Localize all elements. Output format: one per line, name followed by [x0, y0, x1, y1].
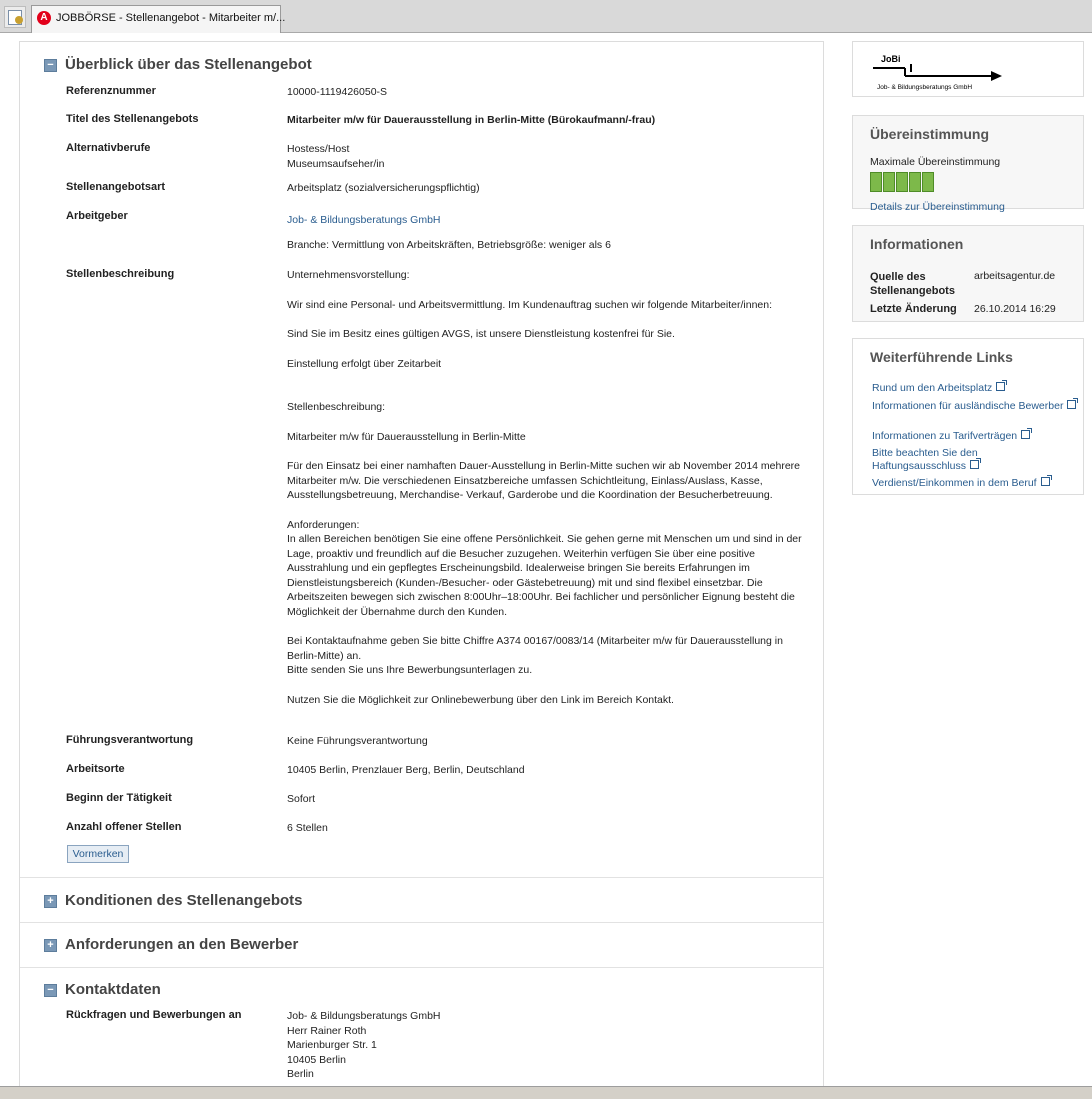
arbeitsagentur-logo-icon: A — [37, 11, 51, 25]
contact-line: 10405 Berlin — [287, 1053, 346, 1066]
description-paragraph: Für den Einsatz bei einer namhaften Dauer-Ausstellung in Berlin-Mitte suchen wir ab November 2014 mehrere Mitarbeiter m/w. Die verschiedenen Einsatzbereiche umfassen Schichtleitung, Einlass/Auslass, Kasse, Ausstellungsbetreuung, Merchandise- Verkauf, Garderobe und die Koordination der Besucherbetreuung. — [287, 460, 801, 501]
page-viewport — [0, 33, 1092, 1086]
job-detail-panel — [19, 41, 824, 1086]
section-divider — [20, 922, 823, 923]
employer-logo — [871, 46, 1011, 94]
link-text[interactable]: Informationen zu Tarifverträgen — [872, 430, 1018, 442]
page-icon-tab[interactable] — [4, 6, 26, 28]
contact-line: Marienburger Str. 1 — [287, 1039, 377, 1051]
collapse-icon[interactable]: − — [44, 59, 57, 72]
match-title: Übereinstimmung — [870, 126, 990, 142]
browser-tab-bar — [0, 0, 1092, 33]
match-segment — [909, 172, 921, 192]
expand-icon[interactable]: + — [44, 895, 57, 908]
ext-link-verdienst[interactable] — [872, 477, 1077, 490]
detail-value: 10000-1119426050-S — [287, 86, 388, 98]
detail-label: Referenznummer — [66, 85, 156, 97]
changed-label: Letzte Änderung — [870, 303, 957, 315]
browser-tab[interactable] — [31, 5, 286, 33]
collapse-icon[interactable]: − — [44, 984, 57, 997]
employer-logo-box — [852, 41, 1084, 97]
detail-label: Anzahl offener Stellen — [66, 821, 182, 833]
description-paragraph: Unternehmensvorstellung: — [287, 269, 410, 281]
detail-label: Stellenbeschreibung — [66, 268, 175, 280]
bookmark-button[interactable]: Vormerken — [67, 845, 129, 863]
match-segment — [883, 172, 895, 192]
links-title: Weiterführende Links — [870, 349, 1013, 365]
external-link-icon — [970, 460, 979, 469]
detail-label: Beginn der Tätigkeit — [66, 792, 172, 804]
section-title[interactable]: Konditionen des Stellenangebots — [65, 892, 303, 909]
match-details-link[interactable]: Details zur Übereinstimmung — [870, 201, 1005, 213]
info-title: Informationen — [870, 236, 964, 252]
description-paragraph: Stellenbeschreibung: — [287, 401, 386, 413]
alt-job: Hostess/Host — [287, 143, 350, 155]
detail-value — [287, 210, 802, 252]
link-text[interactable]: Rund um den Arbeitsplatz — [872, 382, 993, 394]
match-box — [852, 115, 1084, 213]
external-link-icon — [1067, 400, 1076, 409]
detail-label: Stellenangebotsart — [66, 181, 166, 193]
ext-link-arbeitsplatz[interactable] — [872, 382, 1077, 395]
detail-value: 10405 Berlin, Prenzlauer Berg, Berlin, Deutschland — [287, 764, 525, 776]
match-segment — [896, 172, 908, 192]
external-link-icon — [1041, 477, 1050, 486]
match-segment — [922, 172, 934, 192]
ext-link-haftungsausschluss[interactable] — [872, 447, 992, 473]
match-segment — [870, 172, 882, 192]
browser-status-bar — [0, 1086, 1092, 1099]
ext-link-auslaendische-bewerber[interactable] — [872, 400, 1077, 413]
job-description — [287, 268, 802, 707]
job-title-value: Mitarbeiter m/w für Dauerausstellung in Berlin-Mitte (Bürokaufmann/-frau) — [287, 114, 656, 126]
gear-icon — [15, 16, 23, 24]
changed-value: 26.10.2014 16:29 — [974, 303, 1056, 315]
external-link-icon — [996, 382, 1005, 391]
employer-link[interactable]: Job- & Bildungsberatungs GmbH — [287, 214, 441, 226]
external-link-icon — [1021, 430, 1030, 439]
employer-branche: Branche: Vermittlung von Arbeitskräften, Betriebsgröße: weniger als 6 — [287, 238, 611, 251]
logo-text-bottom: Job- & Bildungsberatungs GmbH — [877, 84, 973, 91]
detail-label: Arbeitgeber — [66, 210, 128, 222]
source-label: Quelle des Stellenangebots — [870, 271, 955, 297]
detail-label: Alternativberufe — [66, 142, 151, 154]
contact-address — [287, 1009, 802, 1082]
description-paragraph: Nutzen Sie die Möglichkeit zur Onlinebewerbung über den Link im Bereich Kontakt. — [287, 693, 674, 706]
logo-text-top: JoBi — [881, 54, 901, 64]
detail-value: 6 Stellen — [287, 822, 328, 834]
tab-title: JOBBÖRSE - Stellenangebot - Mitarbeiter m/... — [56, 12, 286, 24]
detail-label: Rückfragen und Bewerbungen an — [66, 1009, 242, 1021]
detail-label: Arbeitsorte — [66, 763, 125, 775]
contact-line: Berlin — [287, 1068, 314, 1080]
description-paragraph: Wir sind eine Personal- und Arbeitsvermittlung. Im Kundenauftrag suchen wir folgende Mitarbeiter/innen: — [287, 298, 773, 311]
match-label: Maximale Übereinstimmung — [870, 156, 1001, 168]
section-divider — [20, 967, 823, 968]
description-paragraph: Mitarbeiter m/w für Dauerausstellung in Berlin-Mitte — [287, 430, 526, 443]
description-paragraph: Bei Kontaktaufnahme geben Sie bitte Chiffre A374 00167/0083/14 (Mitarbeiter m/w für Dauerausstellung in Berlin-Mitte) an. Bitte senden Sie uns Ihre Bewerbungsunterlagen zu. — [287, 635, 783, 676]
detail-value: Arbeitsplatz (sozialversicherungspflichtig) — [287, 182, 480, 194]
detail-value — [287, 142, 802, 171]
description-paragraph: Sind Sie im Besitz eines gültigen AVGS, ist unsere Dienstleistung kostenfrei für Sie. — [287, 328, 675, 340]
detail-label: Führungsverantwortung — [66, 734, 194, 746]
expand-icon[interactable]: + — [44, 939, 57, 952]
detail-value: Keine Führungsverantwortung — [287, 735, 428, 747]
description-paragraph: Anforderungen: In allen Bereichen benötigen Sie eine offene Persönlichkeit. Sie gehen gerne mit Menschen um und sind in der Lage, proaktiv und freundlich auf die Besucher zuzugehen. Weiterhin verfügen Sie über eine positive Ausstrahlung und ein gepflegtes Erscheinungsbild. Idealerweise bringen Sie bereits Erfahrungen im Dienstleistungsbereich (Kunden-/Besucher- oder Gästebetreuung) mit und sind flexibel einsetzbar. Die Arbeitszeiten bewegen sich zwischen 8:00Uhr–18:00Uhr. Bei fachlicher und persönlicher Eignung besteht die Möglichkeit der Übernahme durch den Kunden. — [287, 518, 802, 618]
alt-job: Museumsaufseher/in — [287, 157, 385, 170]
contact-line: Job- & Bildungsberatungs GmbH — [287, 1010, 441, 1022]
ext-link-tarifvertraege[interactable] — [872, 430, 1077, 443]
section-title[interactable]: Kontaktdaten — [65, 981, 161, 998]
link-text[interactable]: Bitte beachten Sie den Haftungsausschluss — [872, 447, 978, 472]
section-divider — [20, 877, 823, 878]
detail-value: Sofort — [287, 793, 316, 805]
contact-line: Herr Rainer Roth — [287, 1024, 367, 1037]
section-title[interactable]: Anforderungen an den Bewerber — [65, 936, 299, 953]
source-value: arbeitsagentur.de — [974, 270, 1056, 282]
link-text[interactable]: Verdienst/Einkommen in dem Beruf — [872, 477, 1037, 489]
links-box — [852, 338, 1084, 495]
section-title[interactable]: Überblick über das Stellenangebot — [65, 56, 312, 73]
link-text[interactable]: Informationen für ausländische Bewerber — [872, 400, 1064, 412]
info-box — [852, 225, 1084, 322]
match-level-bar — [870, 172, 934, 192]
detail-label: Titel des Stellenangebots — [66, 113, 199, 125]
description-paragraph: Einstellung erfolgt über Zeitarbeit — [287, 357, 442, 370]
